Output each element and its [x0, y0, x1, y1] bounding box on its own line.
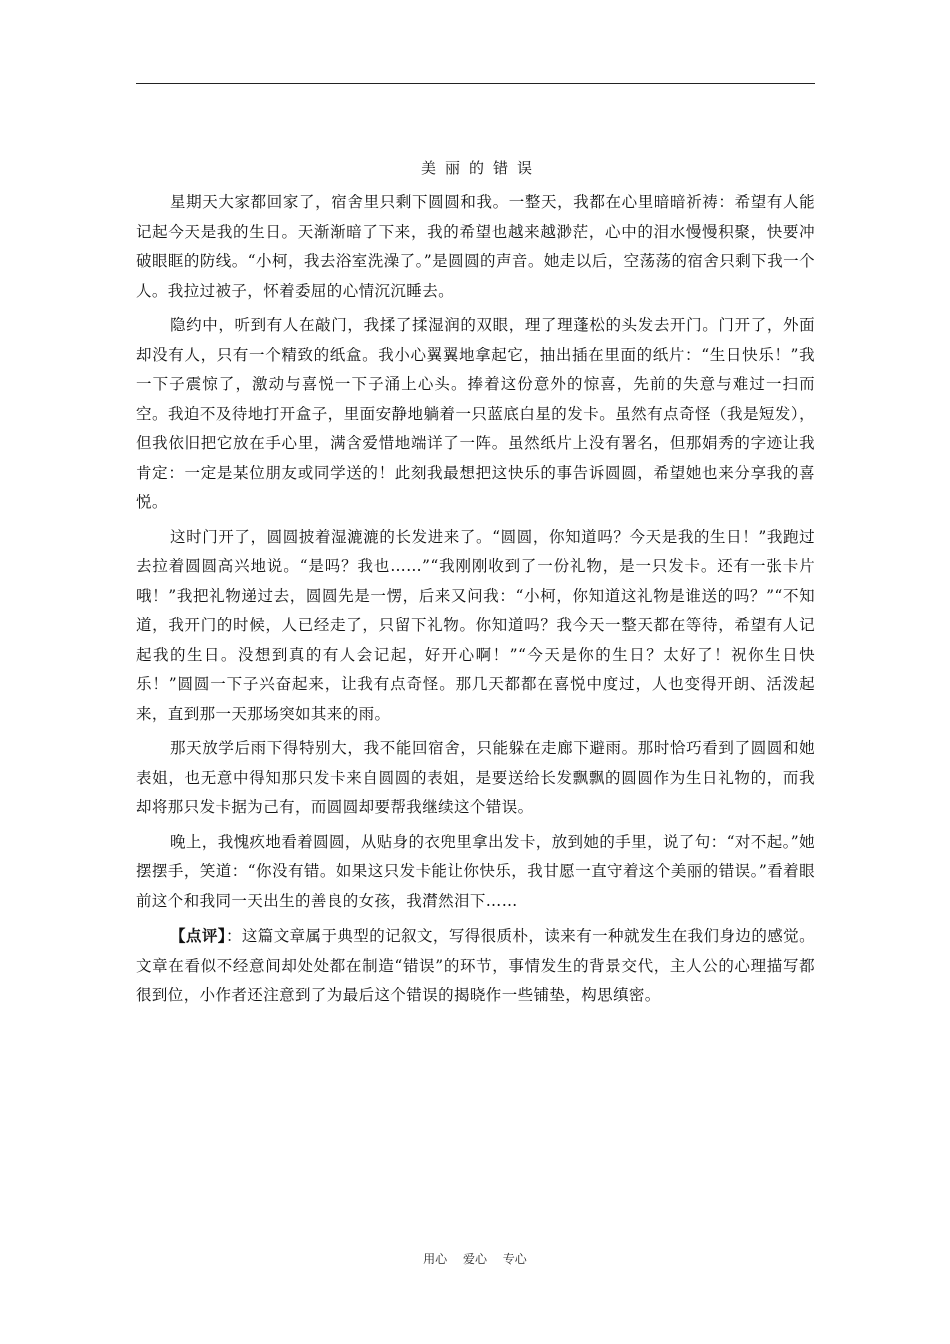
comment-tag: 【点评】: [170, 926, 226, 945]
paragraph-4: 那天放学后雨下得特别大，我不能回宿舍，只能躲在走廊下避雨。那时恰巧看到了圆圆和她表姐，也无意中得知那只发卡来自圆圆的表姐，是要送给长发飘飘的圆圆作为生日礼物的，而我却将那只发卡据为己有，而圆圆却要帮我继续这个错误。: [136, 739, 815, 816]
paragraph-1: 星期天大家都回家了，宿舍里只剩下圆圆和我。一整天，我都在心里暗暗祈祷：希望有人能记起今天是我的生日。天渐渐暗了下来，我的希望也越来越渺茫，心中的泪水慢慢积聚，快要冲破眼眶的防线。“小柯，我去浴室洗澡了。”是圆圆的声音。她走以后，空荡荡的宿舍只剩下我一个人。我拉过被子，怀着委屈的心情沉沉睡去。: [136, 193, 815, 300]
article-body: [136, 188, 815, 1016]
comment-paragraph: [136, 921, 815, 1011]
comment-text: ：这篇文章属于典型的记叙文，写得很质朴，读来有一种就发生在我们身边的感觉。文章在看似不经意间却处处都在制造“错误”的环节，事情发生的背景交代，主人公的心理描写都很到位，小作者还注意到了为最后这个错误的揭晓作一些铺垫，构思缜密。: [136, 927, 815, 1004]
header-rule: [136, 83, 815, 84]
paragraph-3: 这时门开了，圆圆披着湿漉漉的长发进来了。“圆圆，你知道吗？今天是我的生日！”我跑过去拉着圆圆高兴地说。“是吗？我也……”“我刚刚收到了一份礼物，是一只发卡。还有一张卡片哦！”我把礼物递过去，圆圆先是一愣，后来又问我：“小柯，你知道这礼物是谁送的吗？”“不知道，我开门的时候，人已经走了，只留下礼物。你知道吗？我今天一整天都在等待，希望有人记起我的生日。没想到真的有人会记起，好开心啊！”“今天是你的生日？太好了！祝你生日快乐！”圆圆一下子兴奋起来，让我有点奇怪。那几天都都在喜悦中度过，人也变得开朗、活泼起来，直到那一天那场突如其来的雨。: [136, 527, 815, 723]
paragraph-5: 晚上，我愧疚地看着圆圆，从贴身的衣兜里拿出发卡，放到她的手里，说了句：“对不起。”她摆摆手，笑道：“你没有错。如果这只发卡能让你快乐，我甘愿一直守着这个美丽的错误。”看着眼前这个和我同一天出生的善良的女孩，我潸然泪下……: [136, 832, 815, 910]
page-footer: 用心 爱心 专心: [423, 1252, 527, 1266]
paragraph-2: 隐约中，听到有人在敲门，我揉了揉湿润的双眼，理了理蓬松的头发去开门。门开了，外面却没有人，只有一个精致的纸盒。我小心翼翼地拿起它，抽出插在里面的纸片：“生日快乐！”我一下子震惊了，激动与喜悦一下子涌上心头。捧着这份意外的惊喜，先前的失意与难过一扫而空。我迫不及待地打开盒子，里面安静地躺着一只蓝底白星的发卡。虽然有点奇怪（我是短发），但我依旧把它放在手心里，满含爱惜地端详了一阵。虽然纸片上没有署名，但那娟秀的字迹让我肯定：一定是某位朋友或同学送的！此刻我最想把这快乐的事告诉圆圆，希望她也来分享我的喜悦。: [136, 316, 815, 511]
article-title: 美丽的错误: [420, 159, 541, 177]
